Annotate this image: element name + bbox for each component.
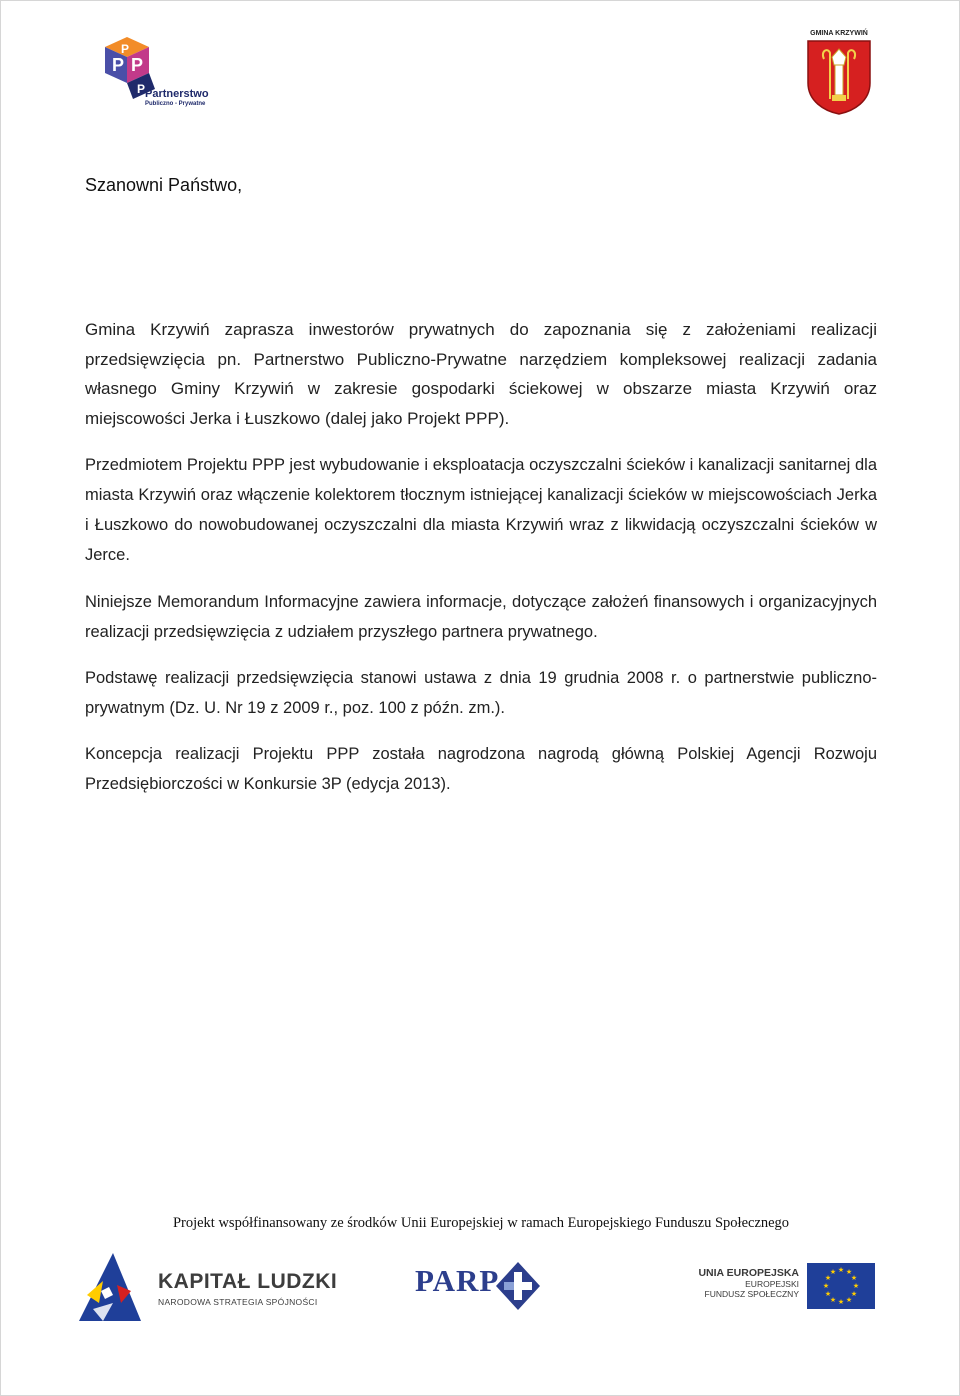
svg-text:P: P (137, 82, 146, 96)
kapital-ludzki-logo (73, 1251, 145, 1323)
svg-text:★: ★ (824, 1290, 832, 1298)
parp-logo-text: PARP (415, 1263, 500, 1298)
parp-logo (494, 1260, 542, 1312)
kapital-ludzki-title: KAPITAŁ LUDZKI (158, 1270, 338, 1293)
footer-cofinancing-note: Projekt współfinansowany ze środków Unii Europejskiej w ramach Europejskiego Funduszu Społecznego (172, 1215, 790, 1231)
eu-fund-label-2: FUNDUSZ SPOŁECZNY (704, 1289, 799, 1299)
eu-flag (807, 1263, 875, 1309)
svg-text:★: ★ (852, 1282, 860, 1290)
eu-fund-text (681, 1267, 799, 1299)
letter-greeting: Szanowni Państwo, (85, 175, 243, 195)
svg-text:★: ★ (850, 1290, 858, 1298)
paragraph-legal-basis: Podstawę realizacji przedsięwzięcia stanowi ustawa z dnia 19 grudnia 2008 r. o partnerstwie publiczno-prywatnym (Dz. U. Nr 19 z 2009 r., poz. 100 z późn. zm.). (85, 669, 877, 717)
svg-text:★: ★ (829, 1268, 837, 1276)
eu-fund-label-1: EUROPEJSKI (745, 1279, 799, 1289)
svg-text:★: ★ (837, 1298, 845, 1306)
svg-text:★: ★ (850, 1274, 858, 1282)
svg-text:P: P (131, 55, 144, 75)
paragraph-award: Koncepcja realizacji Projektu PPP została nagrodzona nagrodą główną Polskiej Agencji Rozwoju Przedsiębiorczości w Konkursie 3P (edycja 2013). (85, 745, 877, 793)
ppp-logo-title: Partnerstwo (145, 88, 209, 100)
ppp-logo-subtitle: Publiczno - Prywatne (145, 101, 206, 107)
svg-text:★: ★ (824, 1274, 832, 1282)
paragraph-memorandum: Niniejsze Memorandum Informacyjne zawiera informacje, dotyczące założeń finansowych i organizacyjnych realizacji przedsięwzięcia z udziałem przyszłego partnera prywatnego. (85, 593, 877, 641)
eu-union-label: UNIA EUROPEJSKA (698, 1267, 799, 1279)
paragraph-intro: Gmina Krzywiń zaprasza inwestorów prywatnych do zapoznania się z założeniami realizacji przedsięwzięcia pn. Partnerstwo Publiczno-Prywatne narzędziem kompleksowej realizacji zadania własnego Gminy Krzywiń w zakresie gospodarki ściekowej w obszarze miasta Krzywiń oraz miejscowości Jerka i Łuszkowo (dalej jako Projekt PPP). (85, 320, 877, 428)
svg-text:★: ★ (822, 1282, 830, 1290)
svg-text:★: ★ (837, 1266, 845, 1274)
crest-label: GMINA KRZYWIŃ (810, 30, 868, 37)
svg-text:P: P (112, 55, 125, 75)
kapital-ludzki-subtitle: NARODOWA STRATEGIA SPÓJNOŚCI (158, 1297, 318, 1307)
svg-text:★: ★ (845, 1296, 853, 1304)
gmina-krzywin-crest (806, 39, 872, 115)
paragraph-project-subject: Przedmiotem Projektu PPP jest wybudowanie i eksploatacja oczyszczalni ścieków i kanalizacji sanitarnej dla miasta Krzywiń oraz włączenie kolektorem tłocznym istniejącej kanalizacji ścieków w miejscowościach Jerka i Łuszkowo do nowobudowanej oczyszczalni dla miasta Krzywiń wraz z likwidacją oczyszczalni ścieków w Jerce. (85, 456, 877, 564)
svg-text:★: ★ (829, 1296, 837, 1304)
ppp-logo-text (145, 88, 209, 108)
svg-text:★: ★ (845, 1268, 853, 1276)
svg-text:P: P (121, 42, 130, 56)
